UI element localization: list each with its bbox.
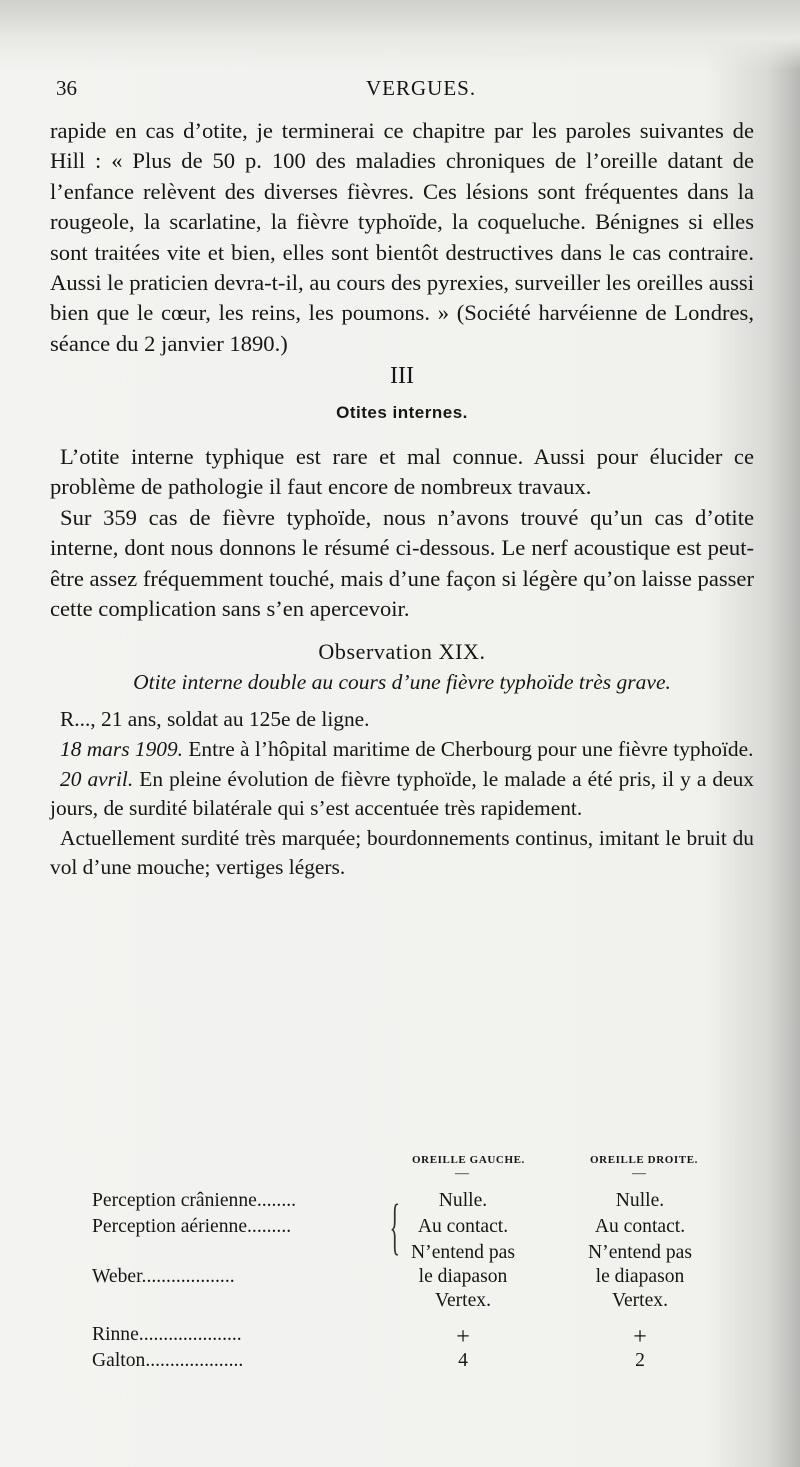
- left-ear-value: le diapason: [418, 1266, 508, 1287]
- left-ear-value: N’entend pas: [411, 1242, 515, 1263]
- entry-march-text: Entre à l’hôpital maritime de Cherbourg pour une fièvre typhoïde.: [183, 736, 754, 761]
- body-text: [50, 116, 754, 883]
- paragraph-hill-quote: rapide en cas d’otite, je terminerai ce chapitre par les paroles suivantes de Hill : « Plus de 50 p. 100 des maladies chroniques de l’oreille datant de l’enfance relèvent des diverses fièvres. Ces lésions sont fréquentes dans la rougeole, la scarlatine, la fièvre typhoïde, la coqueluche. Bénignes si elles sont traitées vite et bien, elles sont bientôt destructives dans le cas contraire. Aussi le praticien devra-t-il, au cours des pyrexies, surveiller les oreilles aussi bien que le cœur, les reins, les poumons. » (Société harvéienne de Londres, séance du 2 janvier 1890.): [50, 118, 754, 356]
- right-ear-value: 2: [635, 1350, 645, 1371]
- row-label: Rinne.....................: [92, 1324, 242, 1345]
- paragraph-cases: Sur 359 cas de fièvre typhoïde, nous n’avons trouvé qu’un cas d’otite interne, dont nous donnons le résumé ci-dessous. Le nerf acoustique est peut-être assez fréquemment touché, mais d’une façon si légère qu’on laisse passer cette complication sans s’en apercevoir.: [50, 504, 754, 622]
- date-march: 18 mars 1909.: [60, 736, 184, 761]
- row-label: Galton....................: [92, 1350, 244, 1371]
- left-ear-value: +: [456, 1324, 470, 1350]
- left-ear-value: 4: [458, 1350, 468, 1371]
- right-ear-value: Au contact.: [594, 1216, 686, 1237]
- table-row: [50, 1324, 754, 1352]
- section-title: Otites internes.: [336, 402, 468, 422]
- right-ear-value: +: [633, 1324, 647, 1350]
- hearing-test-table: [50, 1154, 754, 1384]
- column-dash-right: —: [632, 1166, 646, 1181]
- observation-title: Observation XIX.: [318, 638, 486, 664]
- table-row: [50, 1290, 754, 1318]
- table-row: [50, 1350, 754, 1378]
- page-number: 36: [56, 76, 77, 100]
- observation-subtitle: Otite interne double au cours d’une fièvre typhoïde très grave.: [133, 669, 671, 694]
- row-label: Weber...................: [92, 1266, 235, 1287]
- date-april: 20 avril.: [60, 766, 134, 791]
- entry-april: [50, 765, 754, 824]
- entry-march: [50, 735, 754, 765]
- patient-line: R..., 21 ans, soldat au 125e de ligne.: [60, 707, 370, 732]
- right-ear-value: N’entend pas: [588, 1242, 692, 1263]
- table-row: [50, 1190, 754, 1218]
- right-ear-value: Vertex.: [611, 1290, 669, 1311]
- column-header-right-ear: OREILLE DROITE.: [590, 1154, 699, 1166]
- row-label: Perception aérienne.........: [92, 1216, 292, 1237]
- right-ear-value: le diapason: [595, 1266, 685, 1287]
- left-ear-value: Au contact.: [417, 1216, 509, 1237]
- running-head: VERGUES.: [366, 76, 477, 100]
- column-header-left-ear: OREILLE GAUCHE.: [412, 1154, 525, 1166]
- entry-april-text: En pleine évolution de fièvre typhoïde, le malade a été pris, il y a deux jours, de surdité bilatérale qui s’est accentuée très rapidement.: [50, 766, 754, 821]
- column-dash-left: —: [455, 1166, 469, 1181]
- section-number: III: [390, 363, 414, 390]
- paragraph-current-state: Actuellement surdité très marquée; bourdonnements continus, imitant le bruit du vol d’une mouche; vertiges légers.: [50, 825, 754, 880]
- page-header: [56, 76, 756, 106]
- scan-shadow: [0, 0, 800, 70]
- left-ear-value: Nulle.: [438, 1190, 488, 1211]
- table-row: [50, 1216, 754, 1244]
- left-ear-value: Vertex.: [434, 1290, 492, 1311]
- paragraph-intro: L’otite interne typhique est rare et mal connue. Aussi pour élucider ce problème de pathologie il faut encore de nombreux travaux.: [50, 444, 754, 500]
- row-label: Perception crânienne........: [92, 1190, 297, 1211]
- right-ear-value: Nulle.: [615, 1190, 665, 1211]
- brace-symbol: {: [389, 1193, 401, 1261]
